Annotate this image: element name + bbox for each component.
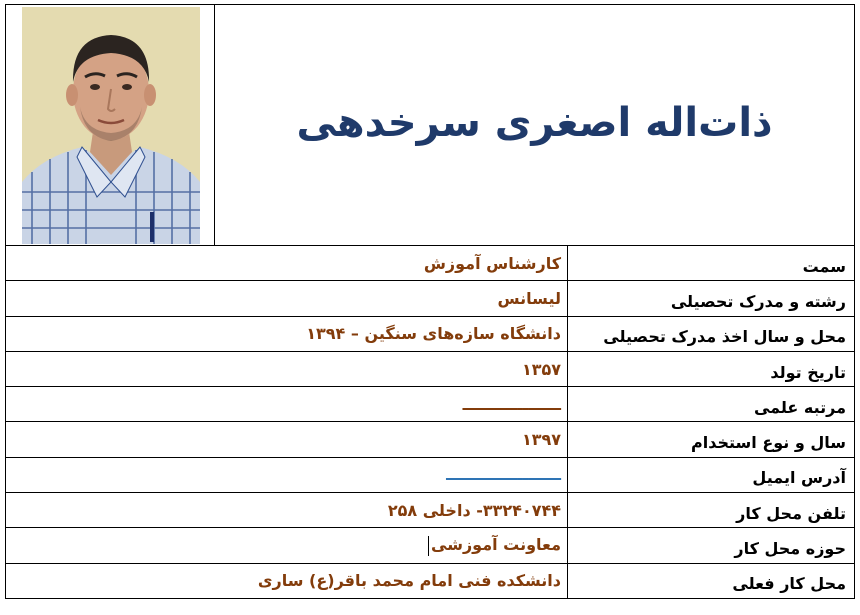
row-value: کارشناس آموزش [6, 246, 568, 281]
row-value: دانشکده فنی امام محمد باقر(ع) ساری [6, 563, 568, 598]
row-label: محل و سال اخذ مدرک تحصیلی [568, 316, 855, 351]
table-row [6, 351, 855, 386]
row-value: ۱۳۹۷ [6, 422, 568, 457]
email-value: ـــــــــــــــــــــ [6, 457, 568, 492]
row-value [6, 528, 568, 563]
title-cell [215, 5, 854, 246]
row-value-text: معاونت آموزشی [431, 535, 561, 555]
portrait-illustration [22, 7, 200, 244]
profile-photo [22, 7, 200, 244]
photo-cell [6, 5, 215, 246]
row-label: سمت [568, 246, 855, 281]
table-row [6, 316, 855, 351]
table-row [6, 528, 855, 563]
row-value: دانشگاه سازه‌های سنگین – ۱۳۹۴ [6, 316, 568, 351]
text-cursor [428, 536, 429, 556]
row-label: مرتبه علمی [568, 387, 855, 422]
row-label: تلفن محل کار [568, 493, 855, 528]
table-row [6, 563, 855, 598]
row-label: سال و نوع استخدام [568, 422, 855, 457]
info-table [5, 245, 855, 599]
row-value: ۳۳۲۴۰۷۴۴- داخلی ۲۵۸ [6, 493, 568, 528]
row-label: آدرس ایمیل [568, 457, 855, 492]
table-row [6, 422, 855, 457]
person-name: ذات‌اله اصغری سرخدهی [296, 99, 773, 146]
table-row [6, 246, 855, 281]
row-label: محل کار فعلی [568, 563, 855, 598]
row-label: تاریخ تولد [568, 351, 855, 386]
row-value: ــــــــــــــــــ [6, 387, 568, 422]
row-value: ۱۳۵۷ [6, 351, 568, 386]
row-value: لیسانس [6, 281, 568, 316]
table-row [6, 281, 855, 316]
table-row [6, 387, 855, 422]
row-label: حوزه محل کار [568, 528, 855, 563]
table-row [6, 457, 855, 492]
table-row [6, 493, 855, 528]
row-label: رشته و مدرک تحصیلی [568, 281, 855, 316]
profile-header [5, 4, 855, 246]
